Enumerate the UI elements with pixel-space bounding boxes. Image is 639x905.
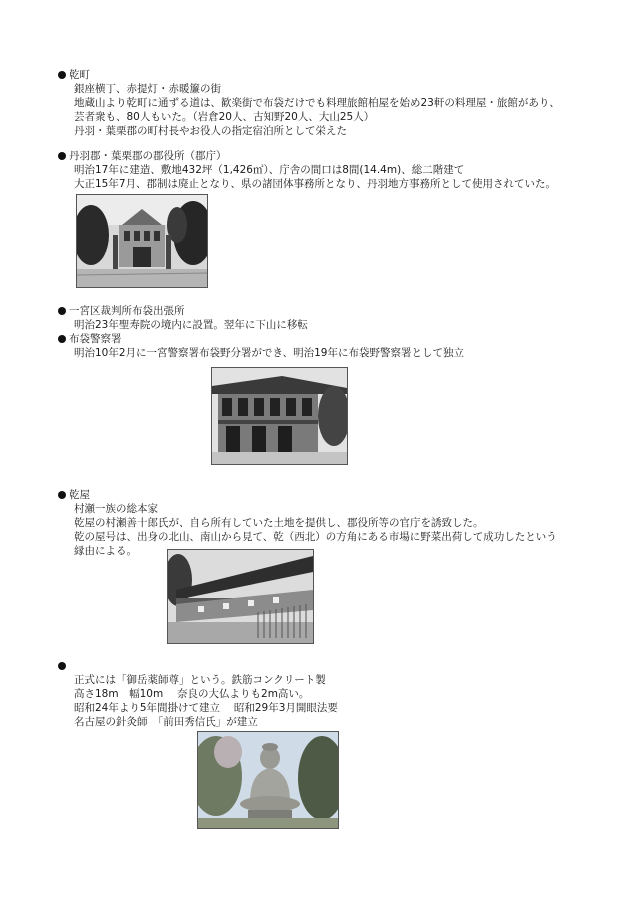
great-buddha-statue-photo [197,731,339,829]
text-line: 乾の屋号は、出身の北山、南山から見て、乾（西北）の方角にある市場に野菜出荷して成功したという [74,531,557,543]
bullet-icon [58,662,66,670]
text-line: 村瀬一族の総本家 [74,503,158,515]
text-line: 正式には「御岳薬師尊」という。鉄筋コンクリート製 [74,674,326,686]
text-line: 乾屋の村瀬善十郎氏が、自ら所有していた土地を提供し、郡役所等の官庁を誘致した。 [74,517,484,529]
text-line: 縁由による。 [74,545,137,557]
section-heading-police [58,333,122,346]
text-line: 地蔵山より乾町に通ずる道は、歓楽街で布袋だけでも料理旅館柏屋を始め23軒の料理屋・旅館があり、 [74,97,560,109]
section-heading-daibutsu [58,660,69,673]
text-line: 銀座横丁、赤提灯・赤暖簾の街 [74,83,221,95]
gunyakusho-building-photo [76,194,208,288]
police-station-photo [211,367,348,465]
heading-text: 乾屋 [69,489,90,501]
bullet-icon [58,335,66,343]
text-line: 明治17年に建造、敷地432坪（1,426㎡）、庁舎の間口は8間(14.4m)、総二階建て [74,164,465,176]
inuiya-house-photo [167,549,314,644]
text-line: 大正15年7月、郡制は廃止となり、県の諸団体事務所となり、丹羽地方事務所として使用されていた。 [74,178,557,190]
heading-text: 一宮区裁判所布袋出張所 [69,305,185,317]
section-heading-inuimachi [58,69,90,82]
section-heading-inuiya [58,489,90,502]
heading-text: 布袋警察署 [69,333,122,345]
text-line: 芸者衆も、80人もいた。（岩倉20人、古知野20人、大山25人） [74,111,375,123]
text-line: 昭和24年より5年間掛けて建立 昭和29年3月開眼法要 [74,702,338,714]
bullet-icon [58,491,66,499]
section-heading-gunyakusho [58,150,227,163]
heading-text: 丹羽郡・葉栗郡の郡役所（郡庁） [69,150,227,162]
bullet-icon [58,71,66,79]
bullet-icon [58,307,66,315]
text-line: 名古屋の針灸師 「前田秀信氏」が建立 [74,716,258,728]
section-heading-courthouse [58,305,185,318]
bullet-icon [58,152,66,160]
text-line: 丹羽・葉栗郡の町村長やお役人の指定宿泊所として栄えた [74,125,347,137]
text-line: 高さ18m 幅10m 奈良の大仏よりも2m高い。 [74,688,310,700]
text-line: 明治10年2月に一宮警察署布袋野分署ができ、明治19年に布袋野警察署として独立 [74,347,464,359]
heading-text: 乾町 [69,69,90,81]
text-line: 明治23年聖寿院の境内に設置。翌年に下山に移転 [74,319,308,331]
